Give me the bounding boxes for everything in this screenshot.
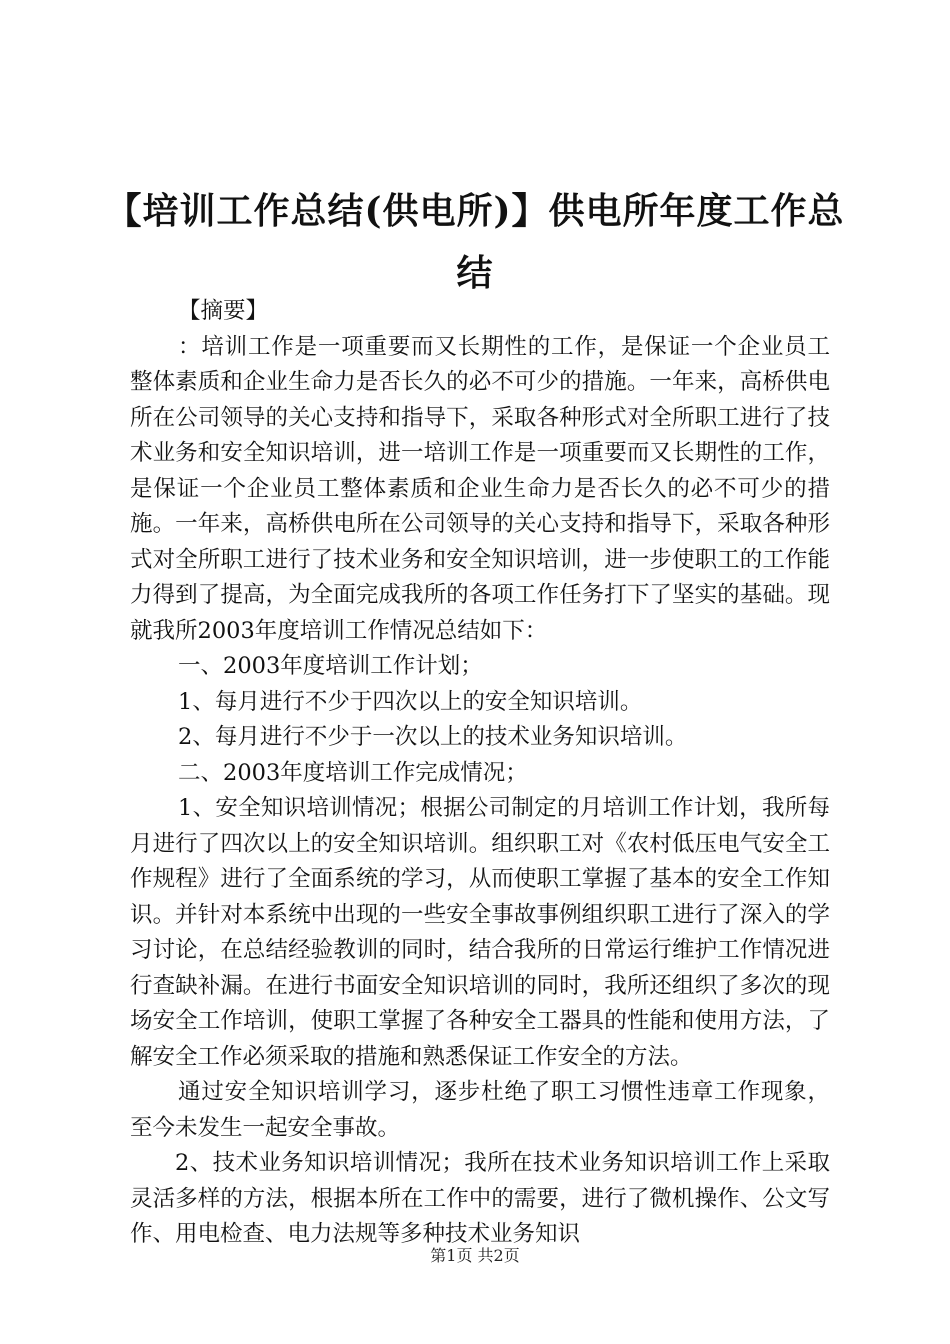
document-body [130,294,830,1253]
paragraph: 1、安全知识培训情况；根据公司制定的月培训工作计划，我所每月进行了四次以上的安全知识培训。组织职工对《农村低压电气安全工作规程》进行了全面系统的学习，从而使职工掌握了基本的安全工作知识。并针对本系统中出现的一些安全事故事例组织职工进行了深入的学习讨论，在总结经验教训的同时，结合我所的日常运行维护工作情况进行查缺补漏。在进行书面安全知识培训的同时，我所还组织了多次的现场安全工作培训，使职工掌握了各种安全工器具的性能和使用方法，了解安全工作必须采取的措施和熟悉保证工作安全的方法。 [130,795,830,1070]
page-footer: 第1页 共2页 [430,1246,520,1265]
abstract-label: 【摘要】 [178,298,269,324]
paragraph: ：培训工作是一项重要而又长期性的工作，是保证一个企业员工整体素质和企业生命力是否长久的必不可少的措施。一年来，高桥供电所在公司领导的关心支持和指导下，采取各种形式对全所职工进行了技术业务和安全知识培训，进一培训工作是一项重要而又长期性的工作，是保证一个企业员工整体素质和企业生命力是否长久的必不可少的措施。一年来，高桥供电所在公司领导的关心支持和指导下，采取各种形式对全所职工进行了技术业务和安全知识培训，进一步使职工的工作能力得到了提高，为全面完成我所的各项工作任务打下了坚实的基础。现就我所2003年度培训工作情况总结如下： [130,333,830,644]
paragraph: 一、2003年度培训工作计划； [178,653,483,679]
paragraph: 2、每月进行不少于一次以上的技术业务知识培训。 [178,724,688,750]
document-title: 【培训工作总结(供电所)】供电所年度工作总结 [105,190,845,294]
paragraph: 二、2003年度培训工作完成情况； [178,759,528,786]
paragraph: 通过安全知识培训学习，逐步杜绝了职工习惯性违章工作现象，至今未发生一起安全事故。 [130,1079,830,1141]
paragraph: 1、每月进行不少于四次以上的安全知识培训。 [178,688,643,715]
paragraph: 2、技术业务知识培训情况；我所在技术业务知识培训工作上采取灵活多样的方法，根据本所在工作中的需要，进行了微机操作、公文写作、用电检查、电力法规等多种技术业务知识 [130,1150,830,1247]
